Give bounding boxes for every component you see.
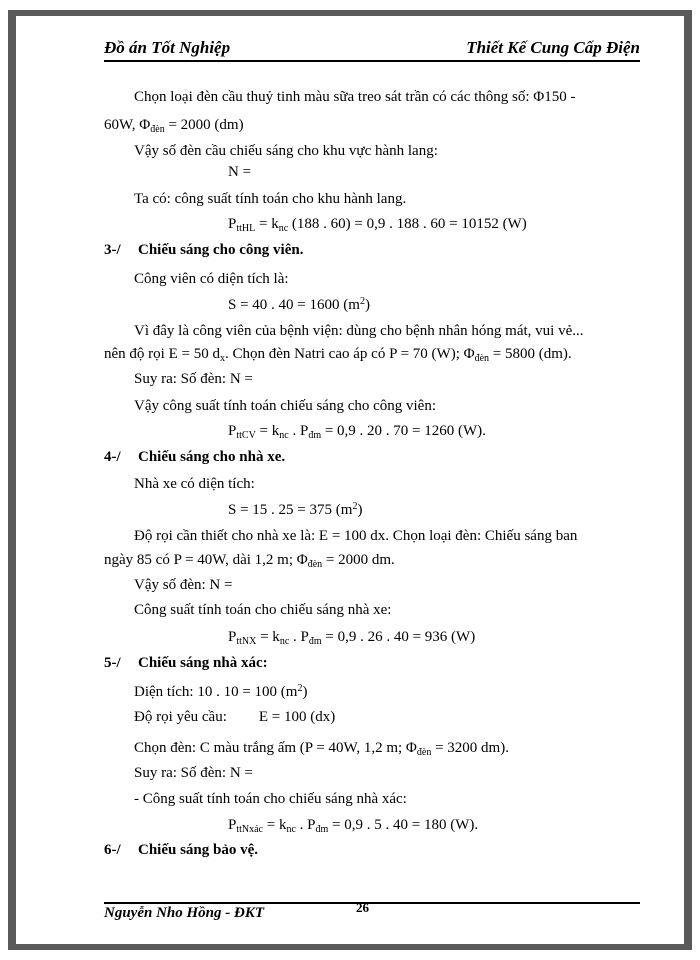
header-left: Đồ án Tốt Nghiệp <box>104 38 231 57</box>
formula-line: S = 40 . 40 = 1600 $(m^2)$ <box>228 296 370 313</box>
text-line: Độ rọi cần thiết cho nhà xe là: E = 100 dx. Chọn loại đèn: Chiếu sáng ban <box>134 528 578 544</box>
text-line: Công viên có diện tích là: <box>134 271 289 287</box>
page-number: 26 <box>356 900 369 915</box>
text-line: Chọn loại đèn cầu thuỷ tinh màu sữa treo sát trần có các thông số: Φ150 - <box>134 89 576 105</box>
formula-line: S = 15 . 25 = 375 $(m^2)$ <box>228 501 363 518</box>
formula-line: $P_{ttHL} = k_{nc}$ (188 . 60) = 0,9 . 188 . 60 = 10152 (W) <box>228 216 527 234</box>
formula-line: $P_{ttNxác} = k_{nc}$ . $P_{đm} = 0,9$ . 5 . 40 = 180 (W). <box>228 817 479 835</box>
text-line: Công suất tính toán cho chiếu sáng nhà xe: <box>134 602 392 618</box>
text-line: Vậy số đèn cầu chiếu sáng cho khu vực hành lang: <box>134 143 438 159</box>
text-line: ngày 85 có P = 40W, dài 1,2 m; $\Phi_{đèn} = 2000$ dm. <box>104 552 395 570</box>
text-line: 60W, $\Phi_{đèn} = 2000$ (dm) <box>104 117 244 135</box>
formula-line: $P_{ttNX} = k_{nc}$ . $P_{đm} = 0,9$ . 26 . 40 = 936 (W) <box>228 629 476 647</box>
section-heading: 4-/ Chiếu sáng cho nhà xe. <box>104 449 286 465</box>
text-line: Vì đây là công viên của bệnh viện: dùng cho bệnh nhân hóng mát, vui vẻ... <box>134 323 584 339</box>
header-rule <box>104 60 640 62</box>
header-right: Thiết Kế Cung Cấp Điện <box>466 38 640 57</box>
text-line: nên độ rọi E = 50 $d_x$. Chọn đèn Natri cao áp có P = 70 (W); $\Phi_{đèn} = 5800$ (dm). <box>104 346 572 364</box>
section-heading: 3-/ Chiếu sáng cho công viên. <box>104 242 304 258</box>
text-line: Độ rọi yêu cầu: E = 100 (dx) <box>134 709 336 725</box>
text-line: Ta có: công suất tính toán cho khu hành lang. <box>134 191 407 207</box>
text-line: Suy ra: Số đèn: N = <box>134 765 253 781</box>
page-border-top <box>8 10 692 16</box>
page-border-bottom <box>8 944 692 950</box>
page-border-right <box>684 14 692 946</box>
footer-rule <box>104 902 640 904</box>
text-line: Nhà xe có diện tích: <box>134 476 255 492</box>
text-line: - Công suất tính toán cho chiếu sáng nhà xác: <box>134 791 407 807</box>
section-heading: 6-/ Chiếu sáng bảo vệ. <box>104 842 259 858</box>
text-line: Vậy số đèn: N = <box>134 577 233 593</box>
formula-line: $P_{ttCV} = k_{nc}$ . $P_{đm} = 0,9$ . 20 . 70 = 1260 (W). <box>228 423 486 441</box>
text-line: Chọn đèn: C màu trắng ấm (P = 40W, 1,2 m; $\Phi_{đèn} = 3200$ dm). <box>134 740 509 758</box>
page-border-left <box>8 14 16 946</box>
text-line: Diện tích: 10 . 10 = 100 $(m^2)$ <box>134 683 308 700</box>
text-line: N = <box>228 164 252 180</box>
text-line: Suy ra: Số đèn: N = <box>134 371 253 387</box>
section-heading: 5-/ Chiếu sáng nhà xác: <box>104 655 268 671</box>
footer-author: Nguyễn Nho Hồng - ĐKT <box>104 905 265 921</box>
text-line: Vậy công suất tính toán chiếu sáng cho công viên: <box>134 398 437 414</box>
